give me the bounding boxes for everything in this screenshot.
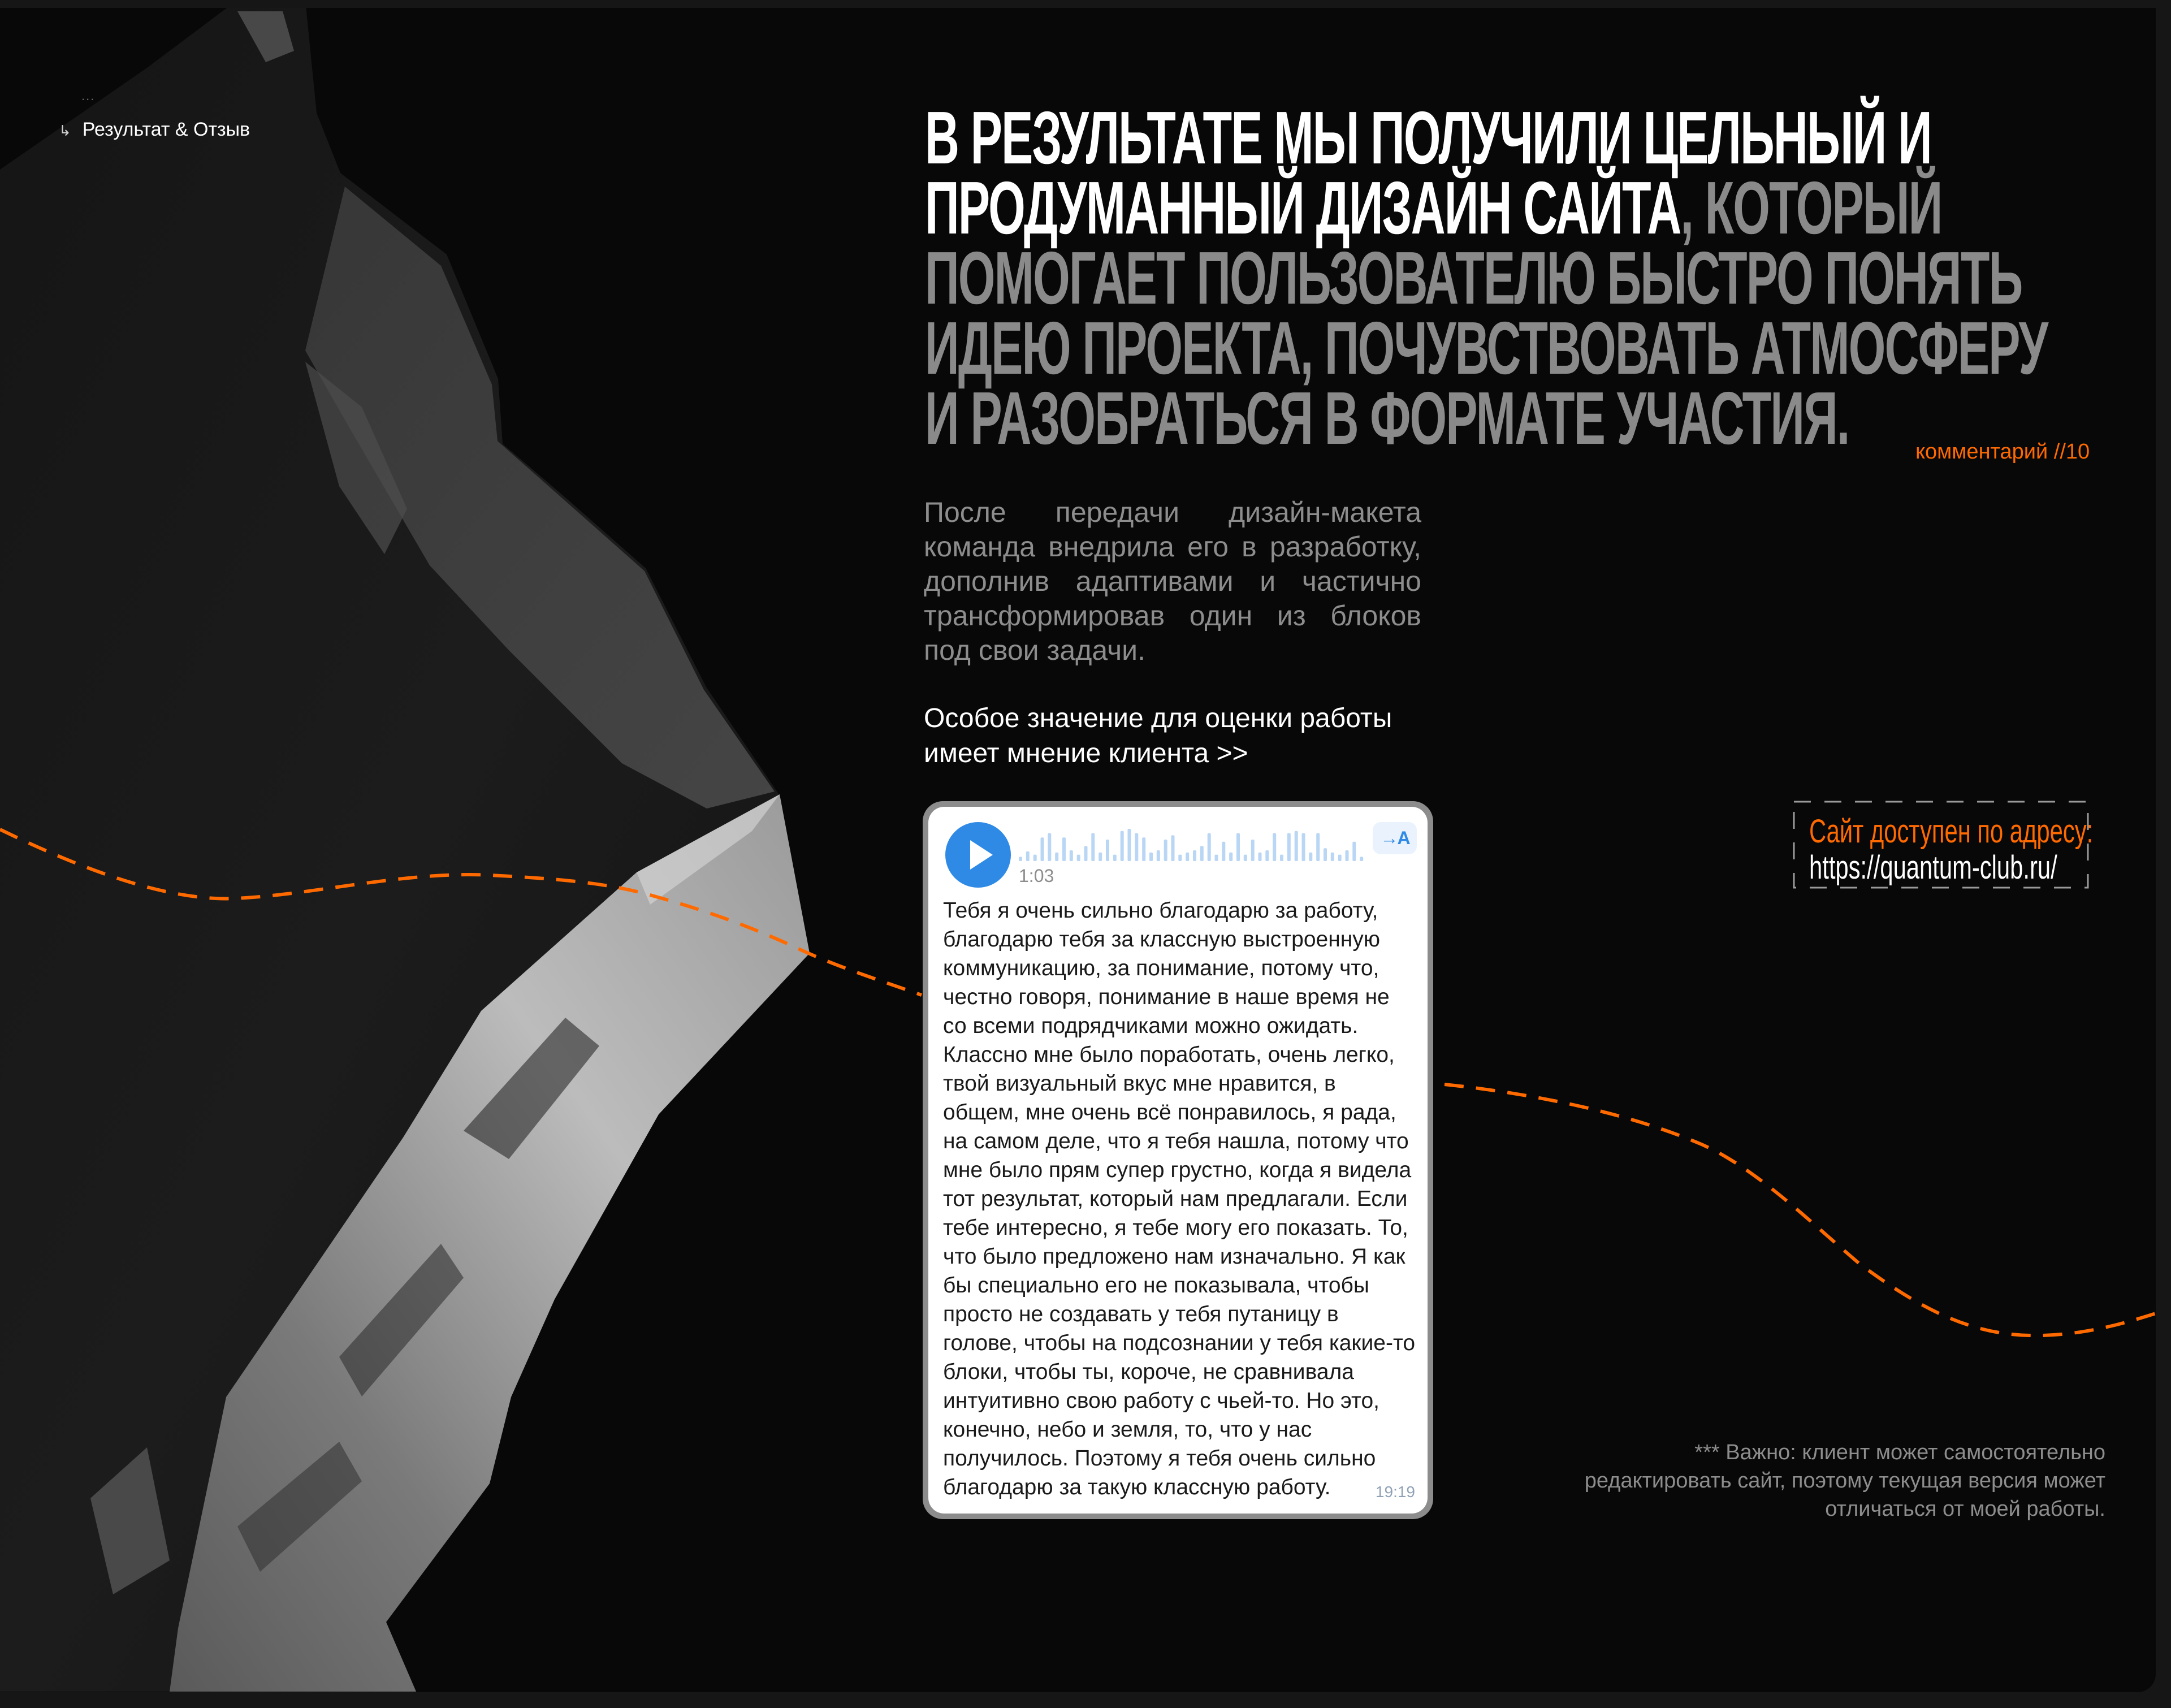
transcript-line: тот результат, который нам предлагали. Если xyxy=(943,1187,1408,1211)
transcript-line: общем, мне очень всё понравилось, я рада, xyxy=(943,1100,1396,1125)
disclaimer-note: *** Важно: клиент может самостоятельно редактировать сайт, поэтому текущая версия может отличаться от моей работы. xyxy=(1584,1441,2105,1521)
transcript-line: благодарю за такую классную работу. xyxy=(943,1475,1331,1499)
intro-paragraph: После передачи дизайн-макета команда внедрила его в разработку, дополнив адаптивами и частично трансформировав один из блоков под свои задачи. xyxy=(924,496,1421,666)
transcript-line: коммуникацию, за понимание, потому что, xyxy=(943,956,1379,980)
message-timestamp: 19:19 xyxy=(1375,1483,1415,1501)
transcript-line: честно говоря, понимание в наше время не xyxy=(943,985,1390,1009)
transcript-line: благодарю тебя за классную выстроенную xyxy=(943,927,1381,952)
breadcrumb-dots: ... xyxy=(81,89,96,103)
transcript-line: получилось. Поэтому я тебя очень сильно xyxy=(943,1446,1376,1471)
play-icon xyxy=(945,822,1011,888)
transcript-line: тебе интересно, я тебе могу его показать. То, xyxy=(943,1216,1408,1240)
headline-line: ПРОДУМАННЫЙ ДИЗАЙН САЙТА, КОТОРЫЙ xyxy=(925,166,1942,249)
transcript-line: Тебя я очень сильно благодарю за работу, xyxy=(943,898,1378,923)
transcript-line: блоки, чтобы ты, короче, не сравнивала xyxy=(943,1360,1354,1384)
site-url-link[interactable]: https://quantum-club.ru/ xyxy=(1809,849,2057,886)
client-opinion-note: Особое значение для оценки работы имеет мнение клиента >> xyxy=(924,703,1392,768)
transcript-line: бы специально его не показывала, чтобы xyxy=(943,1273,1369,1298)
site-address-label: Сайт доступен по адресу: xyxy=(1809,813,2094,850)
headline-line: В РЕЗУЛЬТАТЕ МЫ ПОЛУЧИЛИ ЦЕЛЬНЫЙ И xyxy=(925,96,1931,179)
transcript-line: со всеми подрядчиками можно ожидать. xyxy=(943,1014,1359,1038)
transcript-line: твой визуальный вкус мне нравится, в xyxy=(943,1071,1336,1096)
transcript-line: мне было прям супер грустно, когда я видела xyxy=(943,1158,1412,1182)
transcript-line: голове, чтобы на подсознании у тебя какие-то xyxy=(943,1331,1416,1355)
content-panel xyxy=(0,8,2156,1692)
play-button[interactable] xyxy=(945,822,1011,888)
voice-transcript xyxy=(943,896,1428,1502)
return-arrow-icon: ↳ xyxy=(59,122,71,139)
transcript-line: конечно, небо и земля, то, что у нас xyxy=(943,1417,1312,1442)
audio-duration: 1:03 xyxy=(1019,866,1054,886)
headline-line: И РАЗОБРАТЬСЯ В ФОРМАТЕ УЧАСТИЯ. xyxy=(925,377,1849,460)
audio-waveform[interactable] xyxy=(1019,828,1367,861)
site-address-box xyxy=(1792,800,2094,889)
transcript-line: на самом деле, что я тебя нашла, потому что xyxy=(943,1129,1409,1153)
section-label: Результат & Отзыв xyxy=(82,119,250,140)
transcript-line: что было предложено нам изначально. Я как xyxy=(943,1244,1405,1269)
comment-tag: комментарий //10 xyxy=(1915,440,2090,464)
headline-line: ИДЕЮ ПРОЕКТА, ПОЧУВСТВОВАТЬ АТМОСФЕРУ xyxy=(925,306,2048,390)
transcript-line: интуитивно свою работу с чьей-то. Но это, xyxy=(943,1389,1379,1413)
transcript-line: просто не создавать у тебя путаницу в xyxy=(943,1302,1339,1326)
transcript-line: Классно мне было поработать, очень легко, xyxy=(943,1043,1395,1067)
transcribe-button[interactable]: →A xyxy=(1373,822,1417,854)
voice-message-card xyxy=(923,801,1433,1519)
headline-line: ПОМОГАЕТ ПОЛЬЗОВАТЕЛЮ БЫСТРО ПОНЯТЬ xyxy=(925,236,2022,319)
